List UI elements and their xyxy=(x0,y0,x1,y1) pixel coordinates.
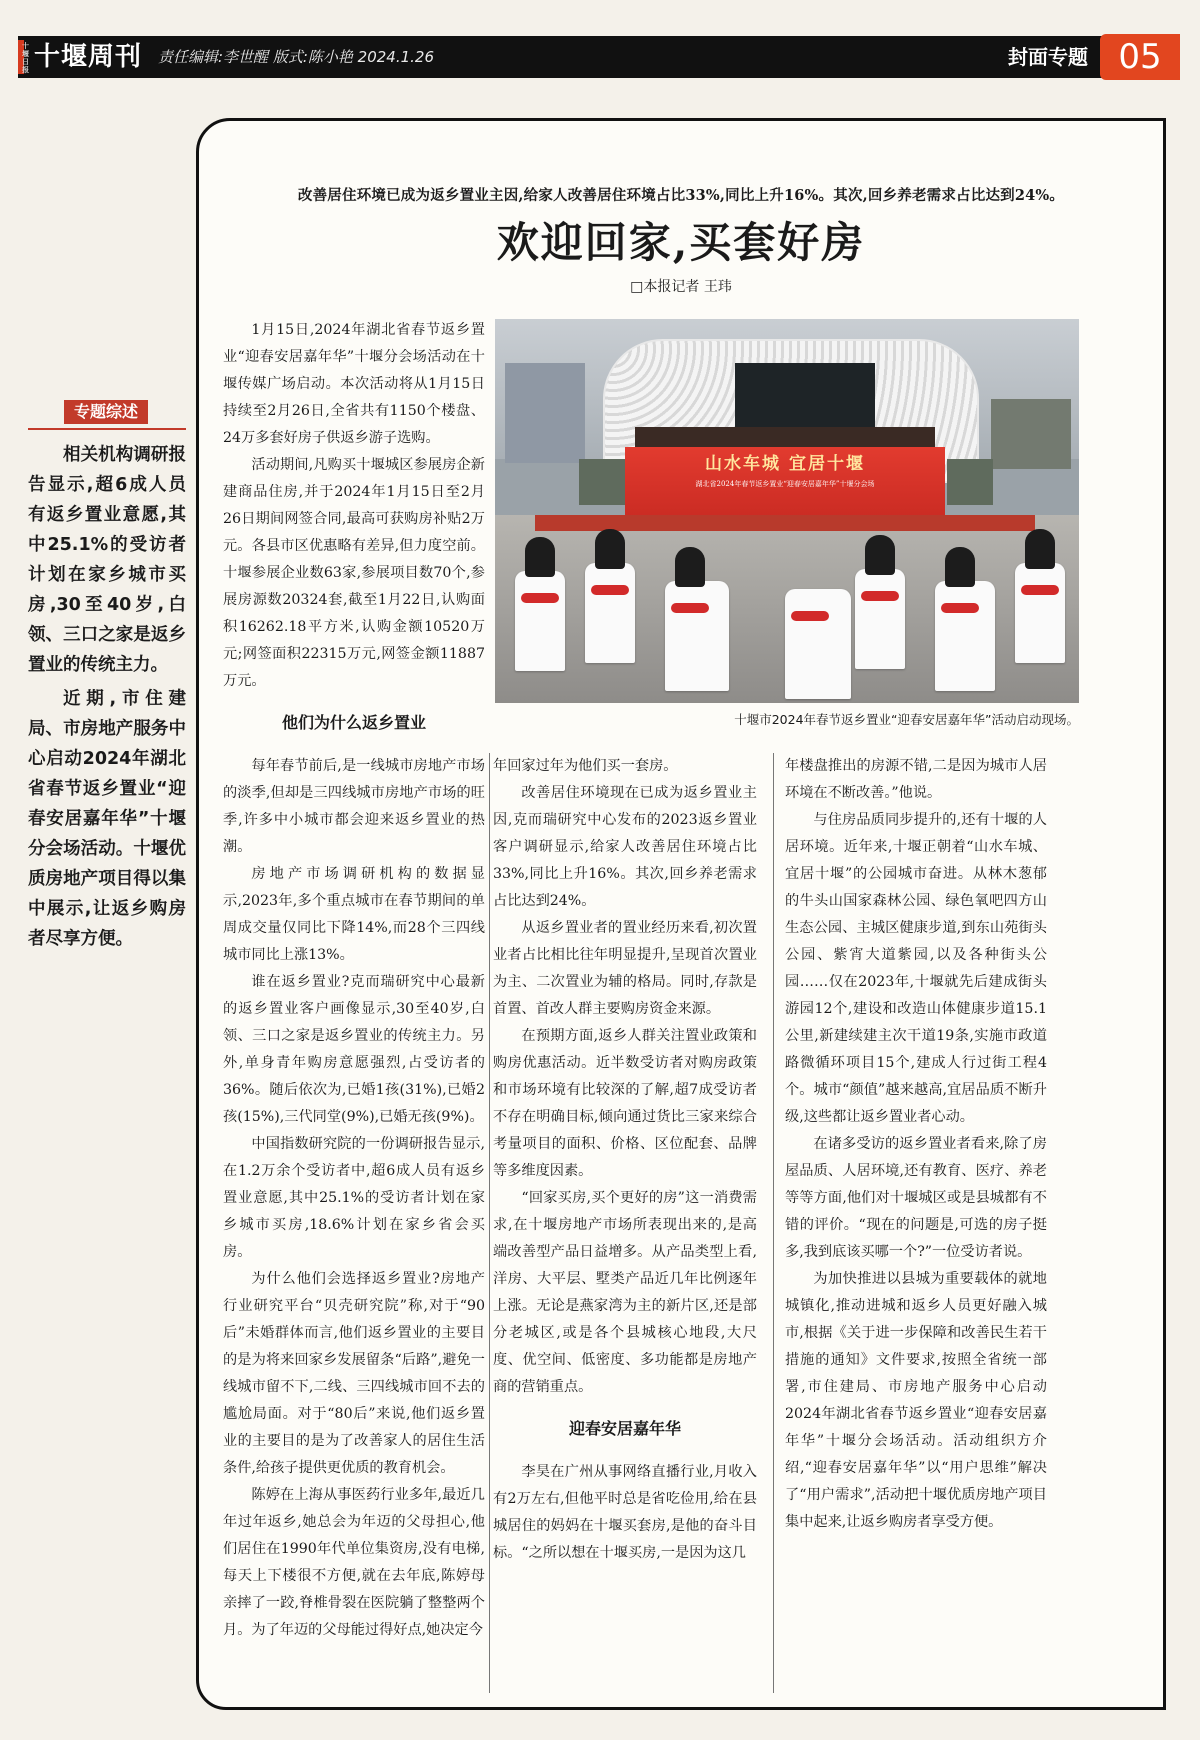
body-paragraph: 中国指数研究院的一份调研报告显示,在1.2万余个受访者中,超6成人员有返乡置业意愿,其中25.1%的受访者计划在家乡城市买房,18.6%计划在家乡省会买房。 xyxy=(223,1136,485,1260)
article-headline: 欢迎回家,买套好房 xyxy=(496,218,866,267)
page-number: 05 xyxy=(1100,34,1180,80)
body-paragraph: 与住房品质同步提升的,还有十堰的人居环境。近年来,十堰正朝着“山水车城、宜居十堰”的公园城市奋进。从林木葱郁的牛头山国家森林公园、绿色氧吧四方山生态公园、主城区健康步道,到东山苑街头公园、紫宵大道紫园,以及各种街头公园……仅在2023年,十堰就先后建成街头游园12个,建设和改造山体健康步道15.1公里,新建续建主次干道19条,实施市政道路微循环项目15个,建成人行过街工程4个。城市“颜值”越来越高,宜居品质不断升级,这些都让返乡置业者心动。 xyxy=(785,812,1047,1125)
body-paragraph: 陈婷在上海从事医药行业多年,最近几年过年返乡,她总会为年迈的父母担心,他们居住在1990年代单位集资房,没有电梯,每天上下楼很不方便,就在去年底,陈婷母亲摔了一跤,脊椎骨裂在医院躺了整整两个月。为了年迈的父母能过得好点,她决定今 xyxy=(223,1487,485,1638)
photo-building xyxy=(505,363,585,463)
body-paragraph: 为什么他们会选择返乡置业?房地产行业研究平台“贝壳研究院”称,对于“90后”未婚群体而言,他们返乡置业的主要目的是为将来回家乡发展留条“后路”,避免一线城市留不下,二线、三四线城市回不去的尴尬局面。对于“80后”来说,他们返乡置业的主要目的是为了改善家人的居住生活条件,给孩子提供更优质的教育机会。 xyxy=(223,1271,485,1476)
article-column-3 xyxy=(785,753,1047,1536)
masthead-bar xyxy=(18,36,1180,78)
body-paragraph: 李昊在广州从事网络直播行业,月收入有2万左右,但他平时总是省吃俭用,给在县城居住的妈妈在十堰买套房,是他的奋斗目标。“之所以想在十堰买房,一是因为这几 xyxy=(493,1464,757,1561)
editor-credits: 责任编辑:李世醒 版式:陈小艳 2024.1.26 xyxy=(158,48,434,66)
photo-chair xyxy=(855,569,905,669)
body-paragraph: 房地产市场调研机构的数据显示,2023年,多个重点城市在春节期间的单周成交量仅同比下降14%,而28个三四线城市同比上涨13%。 xyxy=(223,866,485,963)
body-paragraph: 活动期间,凡购买十堰城区参展房企新建商品住房,并于2024年1月15日至2月26日期间网签合同,最高可获购房补贴2万元。各县市区优惠略有差异,但力度空前。十堰参展企业数63家,参展项目数70个,参展房源数20324套,截至1月22日,认购面积16262.18平方米,认购金额10520万元;网签面积22315万元,网签金额11887万元。 xyxy=(223,457,485,689)
photo-caption: 十堰市2024年春节返乡置业“迎春安居嘉年华”活动启动现场。 xyxy=(734,712,1079,727)
body-paragraph: 每年春节前后,是一线城市房地产市场的淡季,但却是三四线城市房地产市场的旺季,许多中小城市都会迎来返乡置业的热潮。 xyxy=(223,758,485,855)
section-title: 封面专题 xyxy=(1008,45,1088,69)
photo-chair xyxy=(1015,563,1065,663)
photo-side-screen xyxy=(947,459,993,505)
column-divider xyxy=(489,753,490,1693)
body-paragraph: 谁在返乡置业?克而瑞研究中心最新的返乡置业客户画像显示,30至40岁,白领、三口之家是返乡置业的传统主力。另外,单身青年购房意愿强烈,占受访者的36%。随后依次为,已婚1孩(31%),已婚2孩(15%),三代同堂(9%),已婚无孩(9%)。 xyxy=(223,974,485,1125)
stage-title: 山水车城 宜居十堰 xyxy=(705,454,865,474)
body-paragraph: “回家买房,买个更好的房”这一消费需求,在十堰房地产市场所表现出来的,是高端改善型产品日益增多。从产品类型上看,洋房、大平层、墅类产品近几年比例逐年上涨。无论是燕家湾为主的新片区,还是部分老城区,或是各个县城核心地段,大尺度、优空间、低密度、多功能都是房地产商的营销重点。 xyxy=(493,1190,757,1395)
photo-side-screen xyxy=(579,459,625,505)
overview-rule xyxy=(28,428,186,430)
column-divider xyxy=(773,753,774,1693)
photo-chair xyxy=(515,571,565,671)
overview-paragraph: 相关机构调研报告显示,超6成人员有返乡置业意愿,其中25.1%的受访者计划在家乡城市买房,30至40岁,白领、三口之家是返乡置业的传统主力。 xyxy=(28,445,186,675)
stage-subtitle: 湖北省2024年春节返乡置业“迎春安居嘉年华”十堰分会场 xyxy=(695,480,875,488)
article-panel xyxy=(196,118,1166,1710)
overview-sidebar xyxy=(28,400,186,954)
photo-stage-backdrop xyxy=(625,447,945,525)
body-paragraph: 从返乡置业者的置业经历来看,初次置业者占比相比往年明显提升,呈现首次置业为主、二次置业为辅的格局。同时,存款是首置、首改人群主要购房资金来源。 xyxy=(493,920,757,1017)
paper-mini-label: 十堰日报 xyxy=(22,41,30,74)
photo-hillside xyxy=(991,399,1071,469)
body-paragraph: 为加快推进以县城为重要载体的就地城镇化,推动进城和返乡人员更好融入城市,根据《关于进一步保障和改善民生若干措施的通知》文件要求,按照全省统一部署,市住建局、市房地产服务中心启动2024年湖北省春节返乡置业“迎春安居嘉年华”十堰分会场活动。活动组织方介绍,“迎春安居嘉年华”以“用户思维”解决了“用户需求”,活动把十堰优质房地产项目集中起来,让返乡购房者享受方便。 xyxy=(785,1271,1047,1530)
body-paragraph: 年楼盘推出的房源不错,二是因为城市人居环境在不断改善。”他说。 xyxy=(785,758,1047,801)
photo-chair xyxy=(665,581,729,691)
event-photo xyxy=(495,319,1079,703)
photo-chair xyxy=(585,563,635,663)
overview-label: 专题综述 xyxy=(64,400,148,424)
article-deck: 改善居住环境已成为返乡置业主因,给家人改善居住环境占比33%,同比上升16%。其次,回乡养老需求占比达到24%。 xyxy=(297,187,1065,204)
body-paragraph: 1月15日,2024年湖北省春节返乡置业“迎春安居嘉年华”十堰分会场活动在十堰传媒广场启动。本次活动将从1月15日持续至2月26日,全省共有1150个楼盘、24万多套好房子供返乡游子选购。 xyxy=(223,322,485,446)
body-paragraph: 在诸多受访的返乡置业者看来,除了房屋品质、人居环境,还有教育、医疗、养老等等方面,他们对十堰城区或是县城都有不错的评价。“现在的问题是,可选的房子挺多,我到底该买哪一个?”一位受访者说。 xyxy=(785,1136,1047,1260)
body-paragraph: 改善居住环境现在已成为返乡置业主因,克而瑞研究中心发布的2023返乡置业客户调研显示,给家人改善居住环境占比33%,同比上升16%。其次,回乡养老需求占比达到24%。 xyxy=(493,785,757,909)
body-paragraph: 在预期方面,返乡人群关注置业政策和购房优惠活动。近半数受访者对购房政策和市场环境有比较深的了解,超7成受访者不存在明确目标,倾向通过货比三家来综合考量项目的面积、价格、区位配套、品牌等多维度因素。 xyxy=(493,1028,757,1179)
paper-name xyxy=(22,40,143,74)
photo-storefront-sign xyxy=(635,427,935,447)
photo-chair xyxy=(935,581,995,691)
article-byline: □本报记者 王玮 xyxy=(630,279,732,295)
paper-name-text: 十堰周刊 xyxy=(34,42,143,72)
photo-led-screen xyxy=(735,363,875,435)
body-paragraph: 年回家过年为他们买一套房。 xyxy=(493,758,678,774)
subheading: 迎春安居嘉年华 xyxy=(568,1419,681,1438)
photo-chair xyxy=(785,589,851,699)
subheading: 他们为什么返乡置业 xyxy=(281,713,426,732)
article-column-2 xyxy=(493,753,757,1567)
article-column-1 xyxy=(223,317,485,1644)
overview-paragraph: 近期,市住建局、市房地产服务中心启动2024年湖北省春节返乡置业“迎春安居嘉年华”十堰分会场活动。十堰优质房地产项目得以集中展示,让返乡购房者尽享方便。 xyxy=(28,689,186,949)
